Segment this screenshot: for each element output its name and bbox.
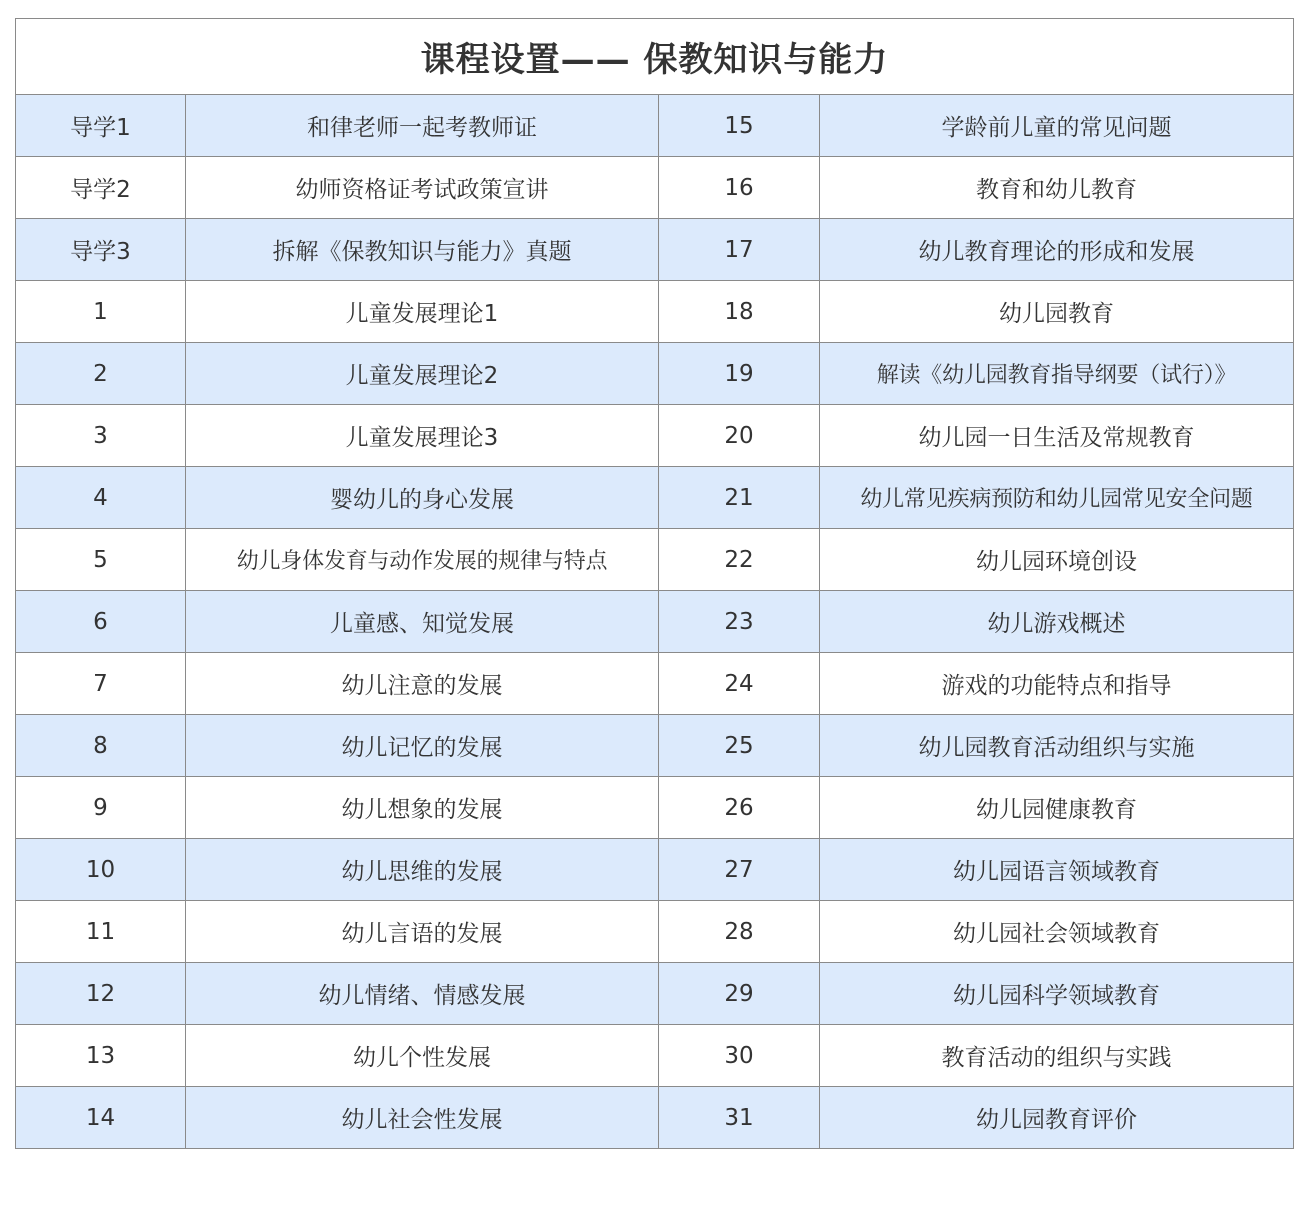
lesson-number-cell: 7 xyxy=(16,653,186,715)
lesson-number-cell: 1 xyxy=(16,281,186,343)
lesson-number-cell: 24 xyxy=(659,653,820,715)
lesson-topic-cell: 幼儿园健康教育 xyxy=(820,777,1294,839)
lesson-number-cell: 20 xyxy=(659,405,820,467)
lesson-topic-cell: 拆解《保教知识与能力》真题 xyxy=(186,219,659,281)
lesson-topic-cell: 教育活动的组织与实践 xyxy=(820,1025,1294,1087)
table-row xyxy=(16,343,1294,405)
table-row xyxy=(16,839,1294,901)
lesson-topic-cell: 游戏的功能特点和指导 xyxy=(820,653,1294,715)
lesson-number-cell: 30 xyxy=(659,1025,820,1087)
table-row xyxy=(16,1087,1294,1149)
lesson-number-cell: 8 xyxy=(16,715,186,777)
table-row xyxy=(16,219,1294,281)
lesson-number-cell: 29 xyxy=(659,963,820,1025)
lesson-topic-cell: 幼儿园一日生活及常规教育 xyxy=(820,405,1294,467)
lesson-number-cell: 21 xyxy=(659,467,820,529)
lesson-number-cell: 2 xyxy=(16,343,186,405)
lesson-number-cell: 10 xyxy=(16,839,186,901)
course-sheet xyxy=(15,18,1293,1149)
table-row xyxy=(16,963,1294,1025)
title-row xyxy=(16,19,1294,95)
lesson-topic-cell: 幼儿注意的发展 xyxy=(186,653,659,715)
course-table xyxy=(15,18,1294,1149)
lesson-topic-cell: 幼儿园教育 xyxy=(820,281,1294,343)
lesson-topic-cell: 幼儿园社会领域教育 xyxy=(820,901,1294,963)
lesson-number-cell: 31 xyxy=(659,1087,820,1149)
lesson-number-cell: 9 xyxy=(16,777,186,839)
table-row xyxy=(16,777,1294,839)
table-row xyxy=(16,1025,1294,1087)
lesson-topic-cell: 教育和幼儿教育 xyxy=(820,157,1294,219)
lesson-topic-cell: 幼儿社会性发展 xyxy=(186,1087,659,1149)
lesson-number-cell: 4 xyxy=(16,467,186,529)
page-title: 课程设置—— 保教知识与能力 xyxy=(16,19,1294,95)
lesson-number-cell: 导学1 xyxy=(16,95,186,157)
lesson-topic-cell: 幼儿想象的发展 xyxy=(186,777,659,839)
lesson-number-cell: 14 xyxy=(16,1087,186,1149)
lesson-number-cell: 6 xyxy=(16,591,186,653)
table-row xyxy=(16,529,1294,591)
table-row xyxy=(16,157,1294,219)
table-row xyxy=(16,281,1294,343)
lesson-number-cell: 28 xyxy=(659,901,820,963)
table-row xyxy=(16,467,1294,529)
lesson-topic-cell: 幼儿常见疾病预防和幼儿园常见安全问题 xyxy=(820,467,1294,529)
lesson-number-cell: 3 xyxy=(16,405,186,467)
lesson-topic-cell: 幼儿身体发育与动作发展的规律与特点 xyxy=(186,529,659,591)
lesson-number-cell: 17 xyxy=(659,219,820,281)
lesson-number-cell: 导学3 xyxy=(16,219,186,281)
lesson-topic-cell: 幼儿园教育评价 xyxy=(820,1087,1294,1149)
lesson-topic-cell: 儿童感、知觉发展 xyxy=(186,591,659,653)
lesson-topic-cell: 婴幼儿的身心发展 xyxy=(186,467,659,529)
lesson-number-cell: 18 xyxy=(659,281,820,343)
table-row xyxy=(16,95,1294,157)
lesson-topic-cell: 幼师资格证考试政策宣讲 xyxy=(186,157,659,219)
lesson-number-cell: 22 xyxy=(659,529,820,591)
lesson-topic-cell: 幼儿个性发展 xyxy=(186,1025,659,1087)
lesson-number-cell: 16 xyxy=(659,157,820,219)
lesson-topic-cell: 幼儿教育理论的形成和发展 xyxy=(820,219,1294,281)
table-row xyxy=(16,653,1294,715)
table-row xyxy=(16,405,1294,467)
lesson-number-cell: 15 xyxy=(659,95,820,157)
lesson-topic-cell: 儿童发展理论3 xyxy=(186,405,659,467)
lesson-number-cell: 27 xyxy=(659,839,820,901)
lesson-number-cell: 13 xyxy=(16,1025,186,1087)
lesson-topic-cell: 幼儿游戏概述 xyxy=(820,591,1294,653)
table-row xyxy=(16,591,1294,653)
lesson-topic-cell: 幼儿园科学领域教育 xyxy=(820,963,1294,1025)
lesson-number-cell: 25 xyxy=(659,715,820,777)
lesson-number-cell: 19 xyxy=(659,343,820,405)
lesson-topic-cell: 幼儿园环境创设 xyxy=(820,529,1294,591)
lesson-topic-cell: 儿童发展理论1 xyxy=(186,281,659,343)
lesson-topic-cell: 幼儿园教育活动组织与实施 xyxy=(820,715,1294,777)
lesson-topic-cell: 学龄前儿童的常见问题 xyxy=(820,95,1294,157)
lesson-topic-cell: 幼儿记忆的发展 xyxy=(186,715,659,777)
lesson-number-cell: 23 xyxy=(659,591,820,653)
lesson-number-cell: 11 xyxy=(16,901,186,963)
lesson-topic-cell: 幼儿言语的发展 xyxy=(186,901,659,963)
lesson-number-cell: 导学2 xyxy=(16,157,186,219)
lesson-number-cell: 5 xyxy=(16,529,186,591)
lesson-topic-cell: 解读《幼儿园教育指导纲要（试行）》 xyxy=(820,343,1294,405)
table-row xyxy=(16,901,1294,963)
lesson-number-cell: 12 xyxy=(16,963,186,1025)
lesson-topic-cell: 幼儿园语言领域教育 xyxy=(820,839,1294,901)
lesson-topic-cell: 和律老师一起考教师证 xyxy=(186,95,659,157)
table-row xyxy=(16,715,1294,777)
lesson-number-cell: 26 xyxy=(659,777,820,839)
lesson-topic-cell: 儿童发展理论2 xyxy=(186,343,659,405)
lesson-topic-cell: 幼儿思维的发展 xyxy=(186,839,659,901)
lesson-topic-cell: 幼儿情绪、情感发展 xyxy=(186,963,659,1025)
